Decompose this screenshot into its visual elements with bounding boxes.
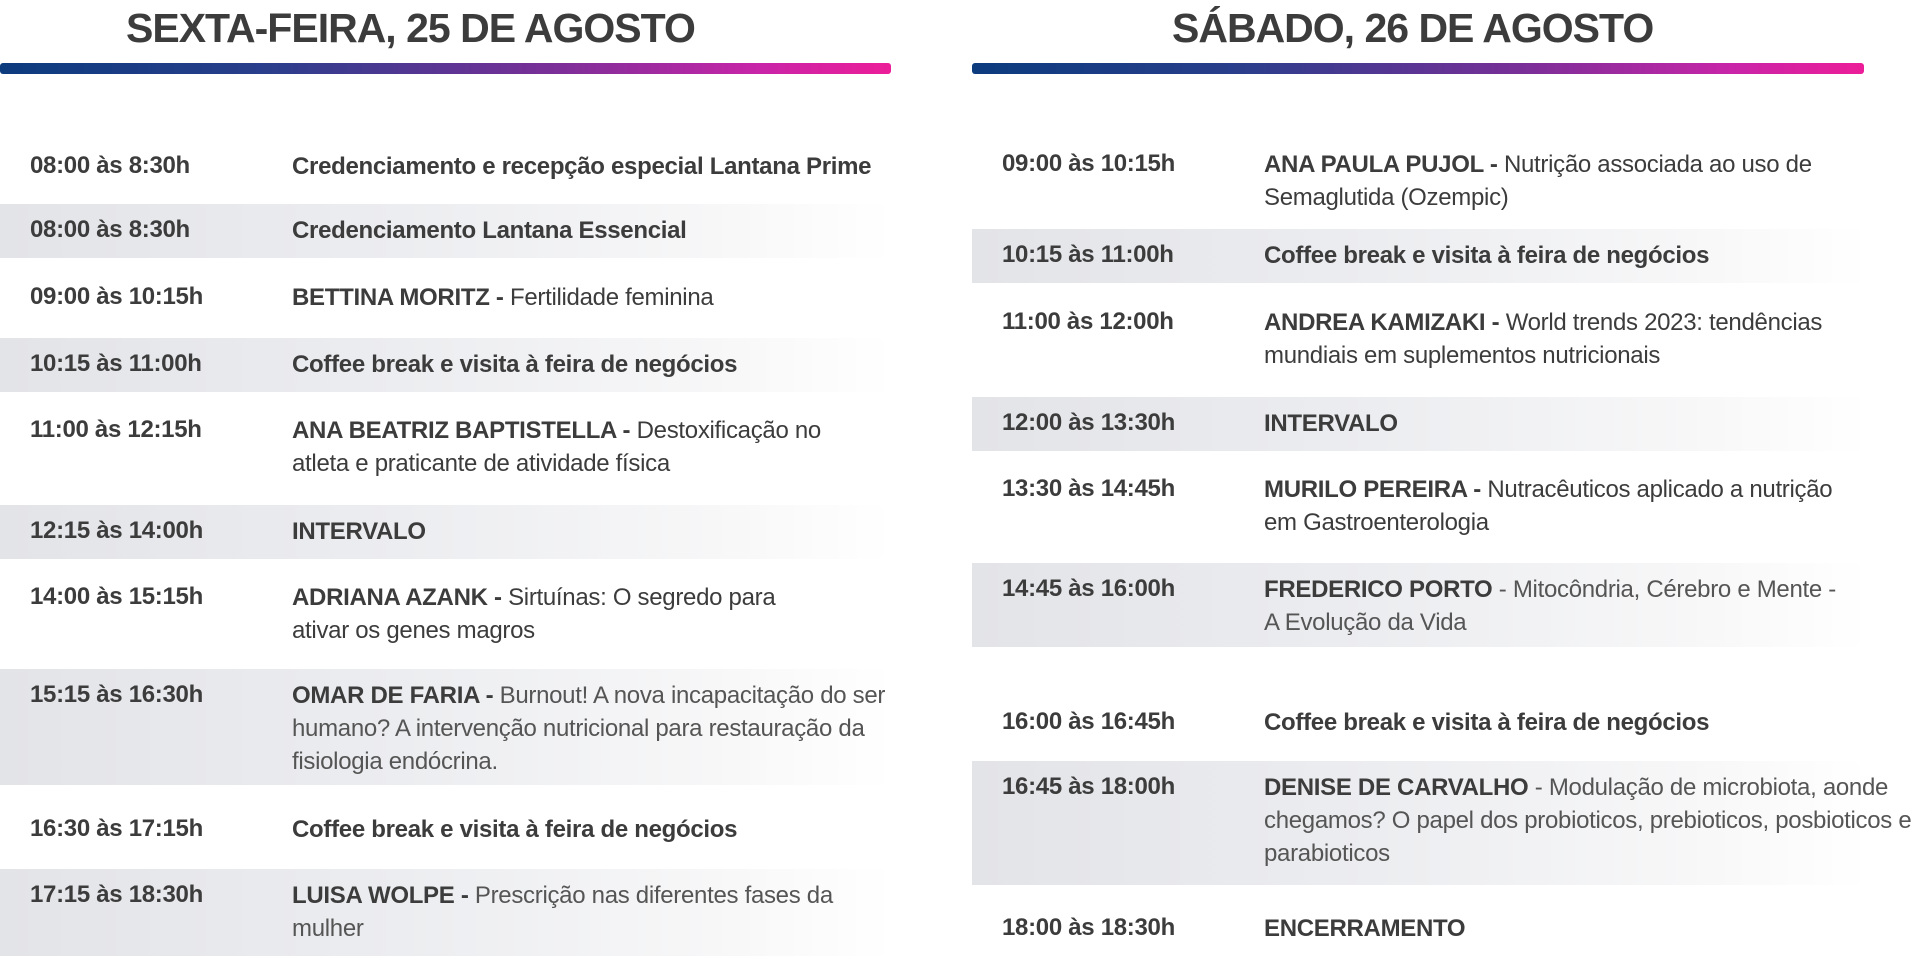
friday-row-6 [0, 505, 892, 559]
session-description [1264, 706, 1920, 739]
session-time: 08:00 às 8:30h [30, 152, 190, 179]
session-description [292, 581, 812, 647]
speaker-name: BETTINA MORITZ - [292, 284, 510, 311]
session-description [1264, 306, 1914, 372]
session-title: ENCERRAMENTO [1264, 915, 1466, 942]
session-time: 10:15 às 11:00h [1002, 241, 1174, 268]
friday-title: SEXTA-FEIRA, 25 DE AGOSTO [126, 5, 695, 51]
session-title: INTERVALO [292, 518, 426, 545]
session-time: 16:45 às 18:00h [1002, 773, 1175, 800]
session-time: 14:00 às 15:15h [30, 583, 203, 610]
session-description [1264, 573, 1844, 639]
saturday-row-5 [972, 463, 1868, 549]
saturday-row-1 [972, 138, 1868, 224]
friday-row-9 [0, 803, 892, 857]
session-description [292, 281, 932, 314]
saturday-row-9 [972, 902, 1868, 956]
session-description [292, 879, 882, 945]
session-description [1264, 407, 1920, 440]
session-time: 14:45 às 16:00h [1002, 575, 1175, 602]
session-time: 10:15 às 11:00h [30, 350, 202, 377]
friday-row-8 [0, 669, 892, 785]
session-title: Credenciamento Lantana Essencial [292, 217, 687, 244]
session-time: 18:00 às 18:30h [1002, 914, 1175, 941]
session-description [1264, 148, 1864, 214]
session-title: Nutracêuticos aplicado a nutrição em Gastroenterologia [1264, 476, 1833, 536]
session-time: 09:00 às 10:15h [1002, 150, 1175, 177]
session-description [292, 679, 932, 778]
saturday-title: SÁBADO, 26 DE AGOSTO [1172, 5, 1654, 51]
session-title: Coffee break e visita à feira de negócios [292, 351, 738, 378]
saturday-row-4 [972, 397, 1868, 451]
friday-row-2 [0, 204, 892, 258]
friday-row-5 [0, 404, 892, 490]
speaker-name: ADRIANA AZANK - [292, 584, 509, 611]
session-description [1264, 473, 1844, 539]
session-title: Credenciamento e recepção especial Lantana Prime [292, 153, 872, 180]
friday-row-10 [0, 869, 892, 956]
session-time: 17:15 às 18:30h [30, 881, 203, 908]
friday-row-1 [0, 140, 930, 194]
session-description [292, 150, 992, 183]
session-title: - Mitocôndria, Cérebro e Mente - A Evolução da Vida [1264, 576, 1836, 636]
session-title: Sirtuínas: O segredo para ativar os genes magros [292, 584, 776, 644]
saturday-row-7 [972, 696, 1868, 750]
session-time: 11:00 às 12:00h [1002, 308, 1174, 335]
speaker-name: DENISE DE CARVALHO [1264, 774, 1529, 801]
session-description [1264, 239, 1920, 272]
session-description [292, 414, 882, 480]
session-time: 16:30 às 17:15h [30, 815, 203, 842]
session-title: - Modulação de microbiota, aonde chegamos? O papel dos probioticos, prebioticos, posbioticos e parabioticos [1264, 774, 1912, 867]
session-title: Destoxificação no atleta e praticante de atividade física [292, 417, 821, 477]
session-time: 11:00 às 12:15h [30, 416, 202, 443]
session-time: 08:00 às 8:30h [30, 216, 190, 243]
session-time: 12:15 às 14:00h [30, 517, 203, 544]
saturday-row-8 [972, 761, 1912, 885]
saturday-row-6 [972, 563, 1868, 647]
speaker-name: FREDERICO PORTO [1264, 576, 1493, 603]
session-title: Coffee break e visita à feira de negócios [292, 816, 738, 843]
speaker-name: ANA BEATRIZ BAPTISTELLA - [292, 417, 637, 444]
session-title: Nutrição associada ao uso de Semaglutida (Ozempic) [1264, 151, 1812, 211]
session-time: 09:00 às 10:15h [30, 283, 203, 310]
friday-title-underline [0, 63, 891, 74]
session-title: Fertilidade feminina [509, 284, 714, 311]
session-title: World trends 2023: tendências mundiais em suplementos nutricionais [1264, 309, 1823, 369]
session-description [292, 214, 932, 247]
friday-row-4 [0, 338, 892, 392]
session-description [292, 348, 932, 381]
session-title: INTERVALO [1264, 410, 1398, 437]
speaker-name: OMAR DE FARIA - [292, 682, 500, 709]
speaker-name: MURILO PEREIRA - [1264, 476, 1488, 503]
session-title: Burnout! A nova incapacitação do ser humano? A intervenção nutricional para restauração da fisiologia endócrina. [292, 682, 886, 775]
friday-row-3 [0, 271, 892, 325]
speaker-name: LUISA WOLPE - [292, 882, 475, 909]
session-time: 13:30 às 14:45h [1002, 475, 1175, 502]
session-title: Coffee break e visita à feira de negócios [1264, 242, 1710, 269]
session-time: 12:00 às 13:30h [1002, 409, 1175, 436]
session-time: 15:15 às 16:30h [30, 681, 203, 708]
session-description [292, 813, 932, 846]
session-description [292, 515, 932, 548]
session-title: Coffee break e visita à feira de negócios [1264, 709, 1710, 736]
saturday-row-3 [972, 296, 1868, 382]
speaker-name: ANDREA KAMIZAKI - [1264, 309, 1506, 336]
session-description [1264, 912, 1920, 945]
session-time: 16:00 às 16:45h [1002, 708, 1175, 735]
session-description [1264, 771, 1914, 870]
saturday-title-underline [972, 63, 1864, 74]
session-title: Prescrição nas diferentes fases da mulher [292, 882, 833, 942]
friday-row-7 [0, 571, 892, 657]
saturday-row-2 [972, 229, 1868, 283]
speaker-name: ANA PAULA PUJOL - [1264, 151, 1504, 178]
